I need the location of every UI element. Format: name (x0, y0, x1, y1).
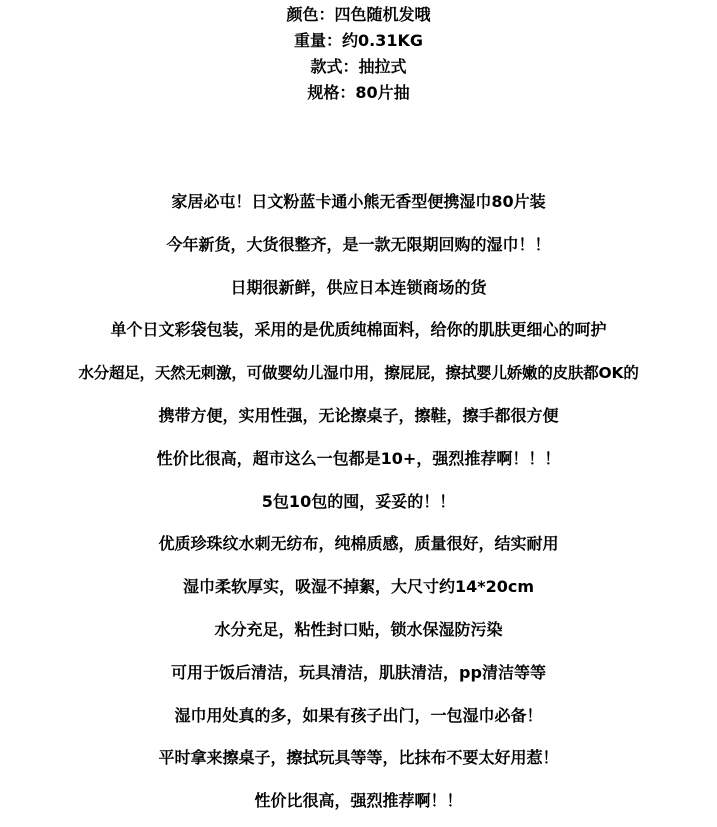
spec-weight: 重量：约0.31KG (293, 31, 423, 50)
description-line: 优质珍珠纹水刺无纺布，纯棉质感，质量很好，结实耐用 (158, 534, 559, 554)
product-description-list (0, 181, 717, 823)
description-line: 性价比很高，超市这么一包都是10+，强烈推荐啊！！！ (156, 448, 561, 468)
description-line: 性价比很高，强烈推荐啊！！ (254, 791, 463, 811)
description-line: 可用于饭后清洁，玩具清洁，肌肤清洁，pp清洁等等 (171, 662, 546, 682)
description-line: 5包10包的囤，妥妥的！！ (261, 491, 456, 511)
product-spec-list (0, 2, 717, 106)
description-line: 家居必屯！日文粉蓝卡通小熊无香型便携湿巾80片装 (171, 192, 546, 211)
description-line: 湿巾柔软厚实，吸湿不掉絮，大尺寸约14*20cm (182, 577, 535, 597)
description-line: 水分超足，天然无刺激，可做婴幼儿湿巾用，擦屁屁，擦拭婴儿娇嫩的皮肤都OK的 (78, 364, 639, 383)
spec-style: 款式：抽拉式 (310, 57, 407, 76)
description-line: 日期很新鲜，供应日本连锁商场的货 (230, 277, 487, 297)
description-line: 水分充足，粘性封口贴，锁水保湿防污染 (214, 619, 503, 639)
spec-color: 颜色：四色随机发哦 (286, 5, 431, 24)
description-line: 单个日文彩袋包装，采用的是优质纯棉面料，给你的肌肤更细心的呵护 (110, 320, 607, 340)
description-line: 今年新货，大货很整齐，是一款无限期回购的湿巾！！ (166, 234, 551, 254)
description-line: 平时拿来擦桌子，擦拭玩具等等，比抹布不要太好用惹！ (158, 748, 559, 768)
description-line: 湿巾用处真的多，如果有孩子出门，一包湿巾必备！ (174, 705, 543, 725)
description-line: 携带方便，实用性强，无论擦桌子，擦鞋，擦手都很方便 (158, 405, 559, 425)
spec-size: 规格：80片抽 (307, 83, 410, 102)
